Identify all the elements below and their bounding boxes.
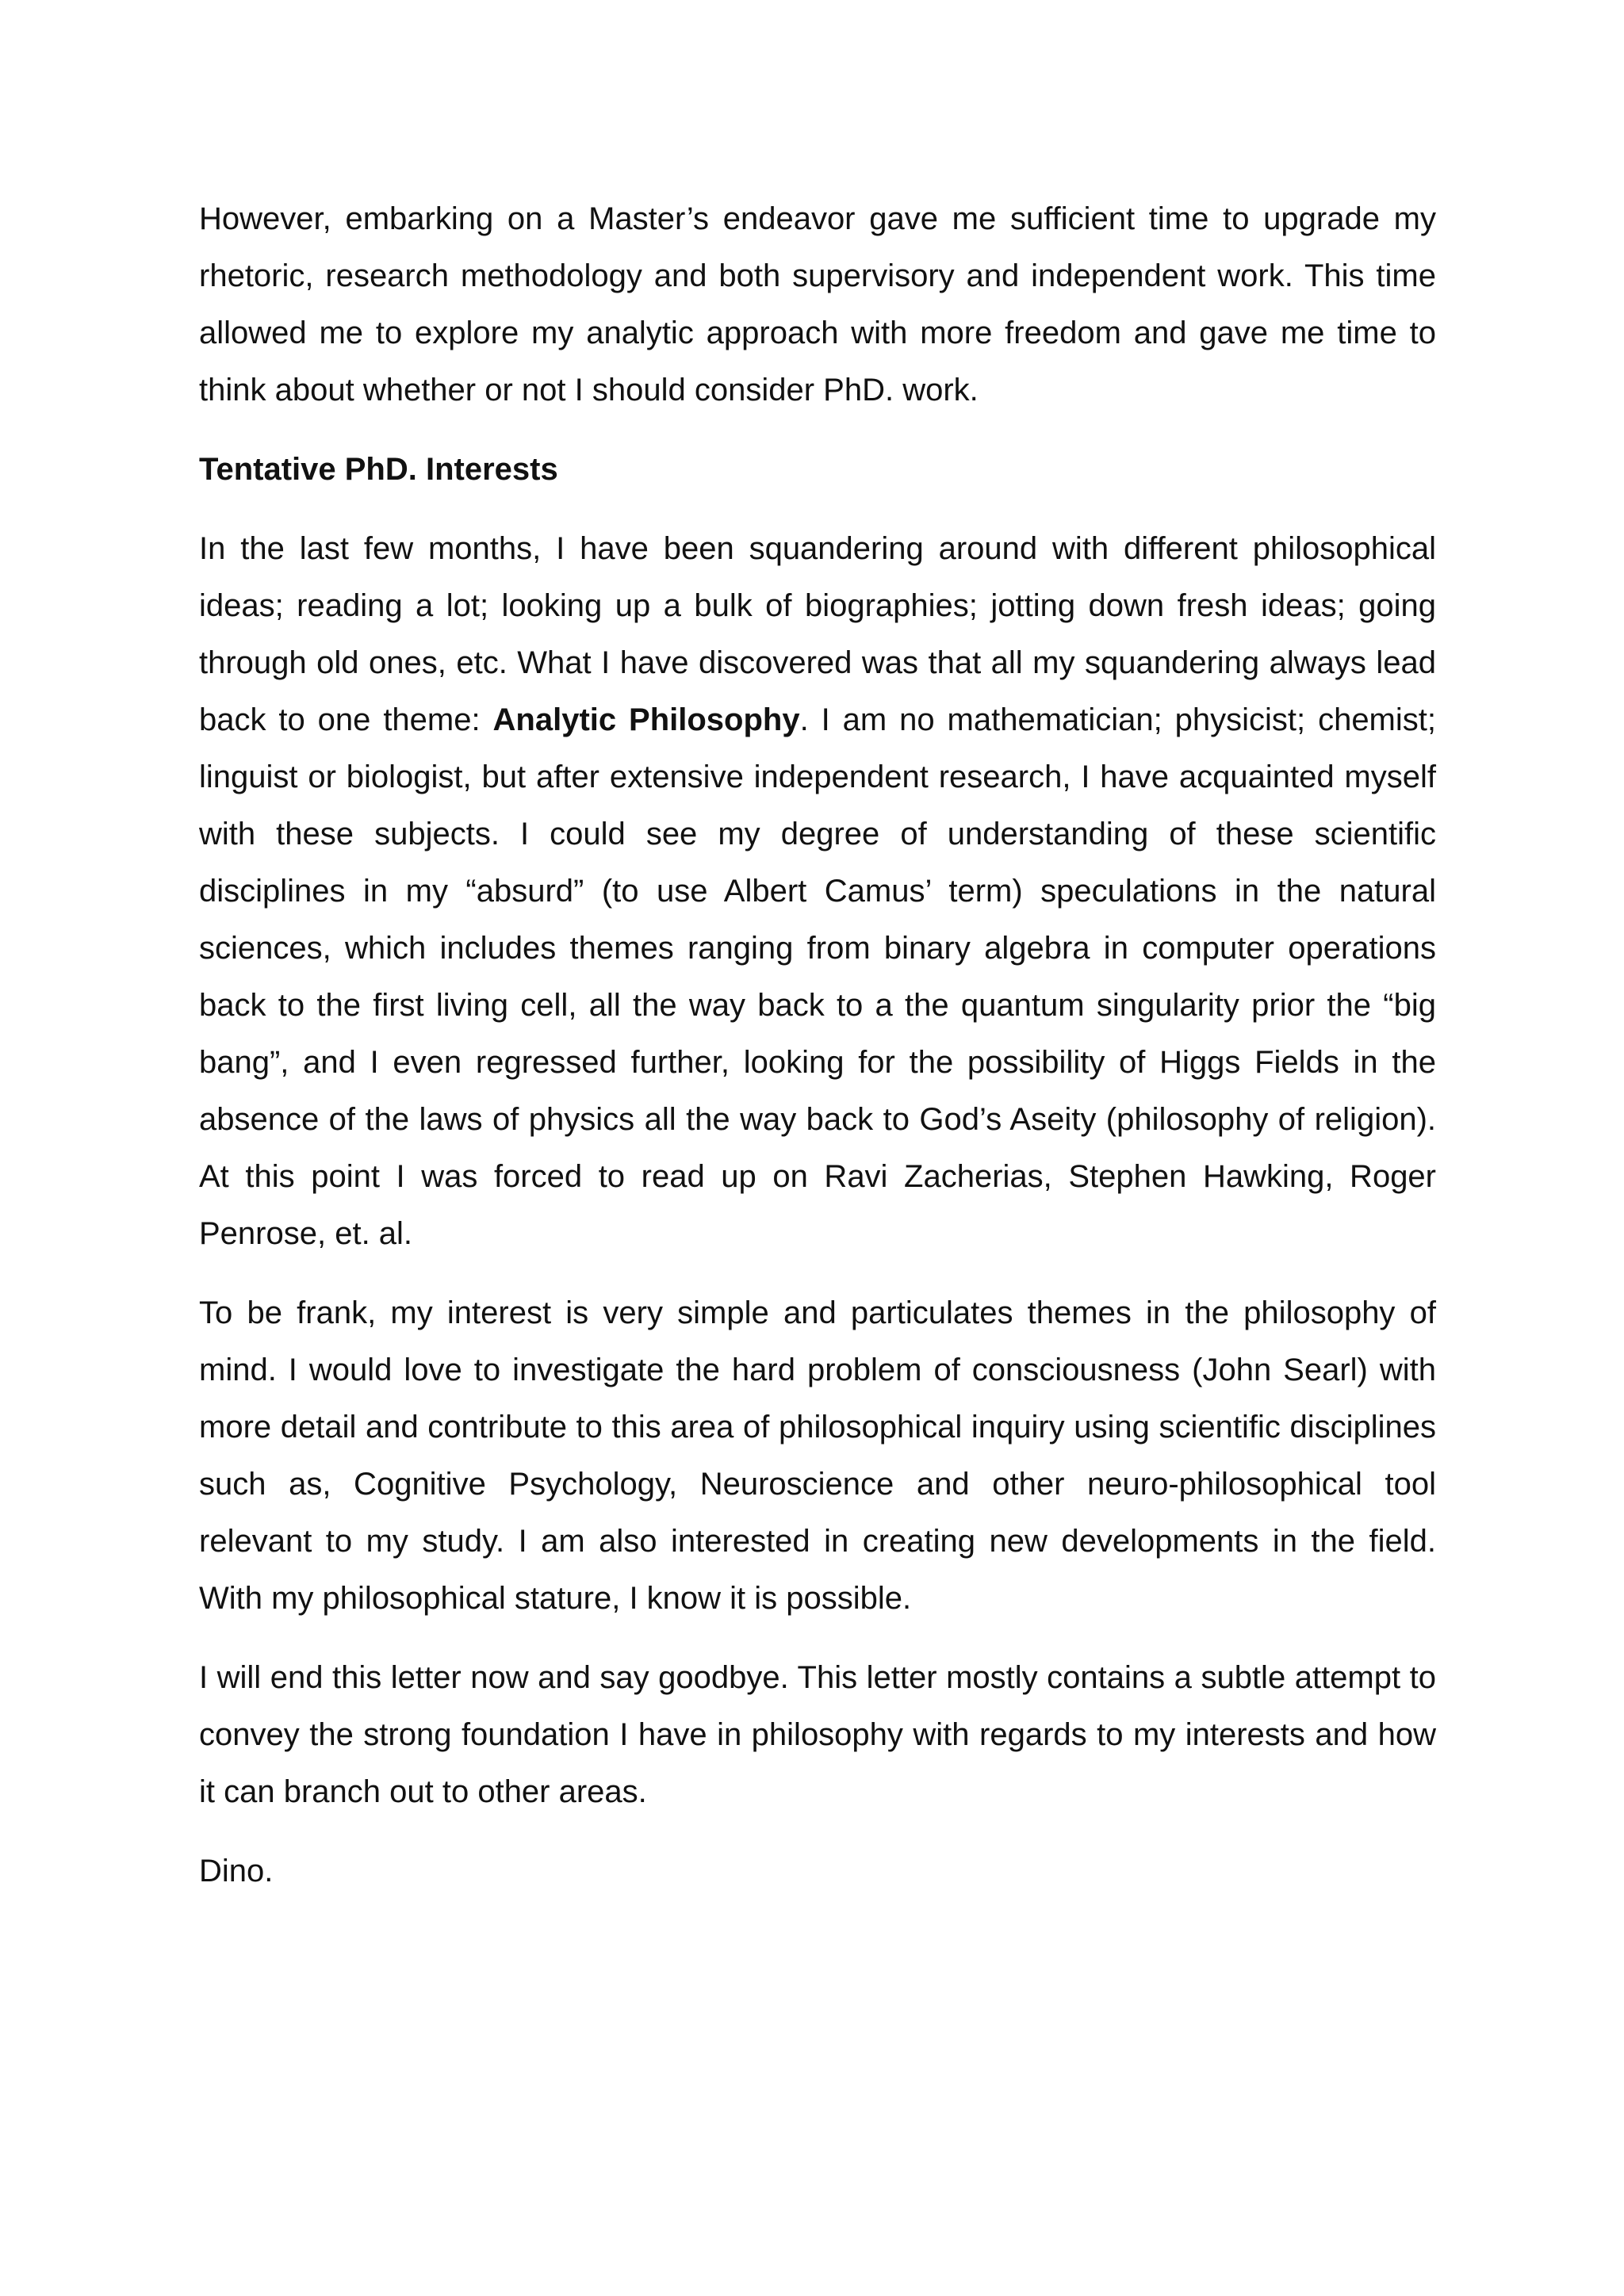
section-heading: Tentative PhD. Interests <box>199 452 558 487</box>
letter-body <box>199 190 1436 1900</box>
paragraph-closing: I will end this letter now and say goodbye. This letter mostly contains a subtle attempt to convey the strong foundation I have in philosophy with regards to my interests and how it can branch out to other areas. <box>199 1660 1436 1809</box>
paragraph-interests: To be frank, my interest is very simple and particulates themes in the philosophy of mind. I would love to investigate the hard problem of consciousness (John Searl) with more detail and contribute to this area of philosophical inquiry using scientific disciplines such as, Cognitive Psychology, Neuroscience and other neuro-philosophical tool relevant to my study. I am also interested in creating new developments in the field. With my philosophical stature, I know it is possible. <box>199 1295 1436 1616</box>
bold-phrase: Analytic Philosophy <box>492 702 800 737</box>
paragraph-text: In the last few months, I have been squandering around with different philosophical ideas; reading a lot; looking up a bulk of biographies; jotting down fresh ideas; going through old ones, etc. What I have discovered was that all my squandering always lead back to one theme: <box>199 531 1436 737</box>
paragraph-text: . I am no mathematician; physicist; chemist; linguist or biologist, but after extensive independent research, I have acquainted myself with these subjects. I could see my degree of understanding of these scientific disciplines in my “absurd” (to use Albert Camus’ term) speculations in the natural sciences, which includes themes ranging from binary algebra in computer operations back to the first living cell, all the way back to a the quantum singularity prior the “big bang”, and I even regressed further, looking for the possibility of Higgs Fields in the absence of the laws of physics all the way back to God’s Aseity (philosophy of religion). At this point I was forced to read up on Ravi Zacherias, Stephen Hawking, Roger Penrose, et. al. <box>199 702 1436 1251</box>
paragraph-recent-months <box>199 520 1436 1262</box>
signoff: Dino. <box>199 1854 274 1888</box>
paragraph-masters-endeavor: However, embarking on a Master’s endeavor gave me sufficient time to upgrade my rhetoric, research methodology and both supervisory and independent work. This time allowed me to explore my analytic approach with more freedom and gave me time to think about whether or not I should consider PhD. work. <box>199 201 1436 408</box>
